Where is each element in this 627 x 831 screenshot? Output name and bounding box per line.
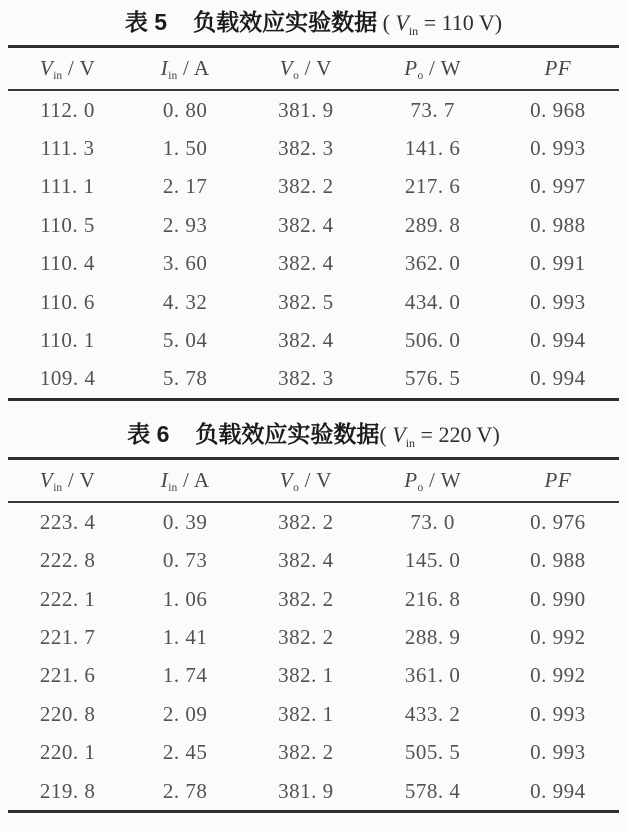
table-cell: 1. 41 bbox=[162, 624, 208, 649]
table-cell: 382. 3 bbox=[278, 366, 334, 391]
table-5-section bbox=[8, 6, 619, 401]
table-cell: 222. 1 bbox=[39, 586, 96, 611]
table-cell: 0. 993 bbox=[530, 740, 586, 765]
table-cell: 382. 2 bbox=[278, 174, 334, 199]
table-row bbox=[8, 657, 619, 695]
table-cell: 110. 1 bbox=[40, 328, 95, 353]
table-row bbox=[8, 695, 619, 733]
table-cell: 2. 45 bbox=[162, 740, 208, 765]
table-cell: 1. 50 bbox=[162, 136, 208, 161]
table-cell: 216. 8 bbox=[404, 586, 461, 611]
table-row bbox=[8, 733, 619, 771]
table-cell: 505. 5 bbox=[404, 740, 461, 765]
caption-paren-open: ( bbox=[379, 422, 393, 448]
table-cell: 219. 8 bbox=[39, 778, 96, 803]
caption-symbol: V bbox=[392, 422, 406, 448]
table-row bbox=[8, 542, 619, 580]
load-effect-table-110v bbox=[8, 45, 619, 401]
table-cell: 110. 4 bbox=[40, 251, 95, 276]
table-cell: 145. 0 bbox=[404, 548, 461, 573]
table-cell: 0. 990 bbox=[530, 586, 586, 611]
column-header: $P_o$ / W bbox=[368, 47, 496, 91]
caption-subscript: in bbox=[408, 24, 419, 38]
table-row bbox=[8, 580, 619, 618]
column-header: $I_{in}$ / A bbox=[127, 459, 243, 503]
column-header: PF bbox=[497, 47, 619, 91]
table-cell: 3. 60 bbox=[162, 251, 208, 276]
table-6-body bbox=[8, 502, 619, 812]
table-cell: 382. 1 bbox=[278, 701, 334, 726]
table-cell: 112. 0 bbox=[40, 97, 95, 122]
table-cell: 381. 9 bbox=[278, 778, 334, 803]
table-cell: 0. 73 bbox=[162, 548, 208, 573]
table-cell: 382. 5 bbox=[278, 289, 334, 314]
table-row bbox=[8, 321, 619, 359]
table-cell: 0. 994 bbox=[530, 366, 586, 391]
table-cell: 220. 1 bbox=[39, 740, 96, 765]
table-cell: 217. 6 bbox=[404, 174, 461, 199]
column-header: $I_{in}$ / A bbox=[127, 47, 243, 91]
table-cell: 382. 4 bbox=[278, 251, 334, 276]
table-cell: 434. 0 bbox=[404, 289, 461, 314]
column-header: $V_{in}$ / V bbox=[8, 459, 127, 503]
caption-symbol: V bbox=[395, 10, 409, 35]
table-cell: 0. 997 bbox=[530, 174, 586, 199]
table-cell: 0. 993 bbox=[530, 701, 586, 726]
table-6-number: 表 6 bbox=[127, 421, 170, 448]
table-cell: 220. 8 bbox=[39, 701, 96, 726]
table-cell: 110. 6 bbox=[40, 289, 95, 314]
caption-paren-close: ) bbox=[492, 422, 500, 448]
table-cell: 0. 994 bbox=[530, 328, 586, 353]
table-cell: 5. 78 bbox=[162, 366, 208, 391]
table-cell: 382. 2 bbox=[278, 740, 334, 765]
table-cell: 506. 0 bbox=[404, 328, 461, 353]
table-cell: 222. 8 bbox=[39, 548, 96, 573]
caption-subscript: in bbox=[405, 436, 416, 451]
table-cell: 221. 6 bbox=[39, 663, 96, 688]
table-cell: 289. 8 bbox=[404, 212, 461, 237]
table-cell: 288. 9 bbox=[404, 624, 461, 649]
caption-paren-open: ( bbox=[377, 10, 396, 35]
table-cell: 382. 2 bbox=[278, 586, 334, 611]
table-cell: 0. 988 bbox=[530, 548, 586, 573]
table-6-title: 负载效应实验数据 bbox=[195, 421, 380, 448]
table-5-caption bbox=[8, 6, 619, 38]
table-cell: 361. 0 bbox=[404, 663, 461, 688]
table-cell: 111. 3 bbox=[40, 136, 95, 161]
table-cell: 0. 968 bbox=[530, 97, 586, 122]
table-cell: 5. 04 bbox=[162, 328, 208, 353]
table-row bbox=[8, 206, 619, 244]
table-cell: 0. 994 bbox=[530, 778, 586, 803]
table-cell: 0. 993 bbox=[530, 136, 586, 161]
column-header: $P_o$ / W bbox=[368, 459, 496, 503]
table-cell: 382. 3 bbox=[278, 136, 334, 161]
column-header: $V_{in}$ / V bbox=[8, 47, 127, 91]
table-cell: 578. 4 bbox=[404, 778, 461, 803]
table-cell: 73. 0 bbox=[410, 509, 455, 534]
table-cell: 0. 39 bbox=[162, 509, 208, 534]
table-cell: 141. 6 bbox=[404, 136, 461, 161]
table-cell: 4. 32 bbox=[162, 289, 208, 314]
table-cell: 111. 1 bbox=[40, 174, 95, 199]
table-cell: 433. 2 bbox=[404, 701, 461, 726]
table-cell: 382. 2 bbox=[278, 624, 334, 649]
load-effect-table-220v bbox=[8, 457, 619, 813]
table-cell: 1. 06 bbox=[162, 586, 208, 611]
table-cell: 221. 7 bbox=[39, 624, 96, 649]
table-cell: 382. 4 bbox=[278, 212, 334, 237]
table-row bbox=[8, 360, 619, 400]
table-row bbox=[8, 90, 619, 129]
table-cell: 2. 17 bbox=[162, 174, 208, 199]
table-cell: 2. 93 bbox=[162, 212, 208, 237]
table-cell: 382. 1 bbox=[278, 663, 334, 688]
table-cell: 0. 988 bbox=[530, 212, 586, 237]
column-header: $V_o$ / V bbox=[243, 47, 368, 91]
table-cell: 0. 80 bbox=[162, 97, 208, 122]
table-5-title: 负载效应实验数据 bbox=[193, 9, 378, 35]
table-cell: 1. 74 bbox=[162, 663, 208, 688]
table-cell: 0. 992 bbox=[530, 663, 586, 688]
table-row bbox=[8, 168, 619, 206]
caption-paren-close: ) bbox=[494, 10, 503, 35]
table-row bbox=[8, 772, 619, 812]
table-row bbox=[8, 283, 619, 321]
table-cell: 362. 0 bbox=[404, 251, 461, 276]
table-row bbox=[8, 618, 619, 656]
table-6-caption bbox=[8, 418, 619, 450]
table-cell: 110. 5 bbox=[40, 212, 95, 237]
table-5-header-row bbox=[8, 47, 619, 91]
table-cell: 223. 4 bbox=[39, 509, 96, 534]
caption-condition: = 220 V bbox=[415, 422, 493, 448]
table-cell: 2. 78 bbox=[162, 778, 208, 803]
column-header: $V_o$ / V bbox=[243, 459, 368, 503]
table-cell: 0. 992 bbox=[530, 624, 586, 649]
table-cell: 0. 991 bbox=[530, 251, 586, 276]
table-cell: 381. 9 bbox=[278, 97, 334, 122]
table-cell: 2. 09 bbox=[162, 701, 208, 726]
table-cell: 0. 976 bbox=[530, 509, 586, 534]
table-cell: 382. 2 bbox=[278, 509, 334, 534]
table-row bbox=[8, 502, 619, 541]
table-cell: 382. 4 bbox=[278, 328, 334, 353]
column-header: PF bbox=[497, 459, 619, 503]
table-cell: 0. 993 bbox=[530, 289, 586, 314]
table-5-body bbox=[8, 90, 619, 400]
caption-condition: = 110 V bbox=[418, 10, 495, 35]
table-6-header-row bbox=[8, 459, 619, 503]
table-6-section bbox=[8, 418, 619, 813]
table-row bbox=[8, 245, 619, 283]
table-cell: 109. 4 bbox=[39, 366, 96, 391]
table-cell: 576. 5 bbox=[404, 366, 461, 391]
table-cell: 382. 4 bbox=[278, 548, 334, 573]
table-row bbox=[8, 129, 619, 167]
table-cell: 73. 7 bbox=[410, 97, 455, 122]
table-5-number: 表 5 bbox=[124, 9, 168, 35]
